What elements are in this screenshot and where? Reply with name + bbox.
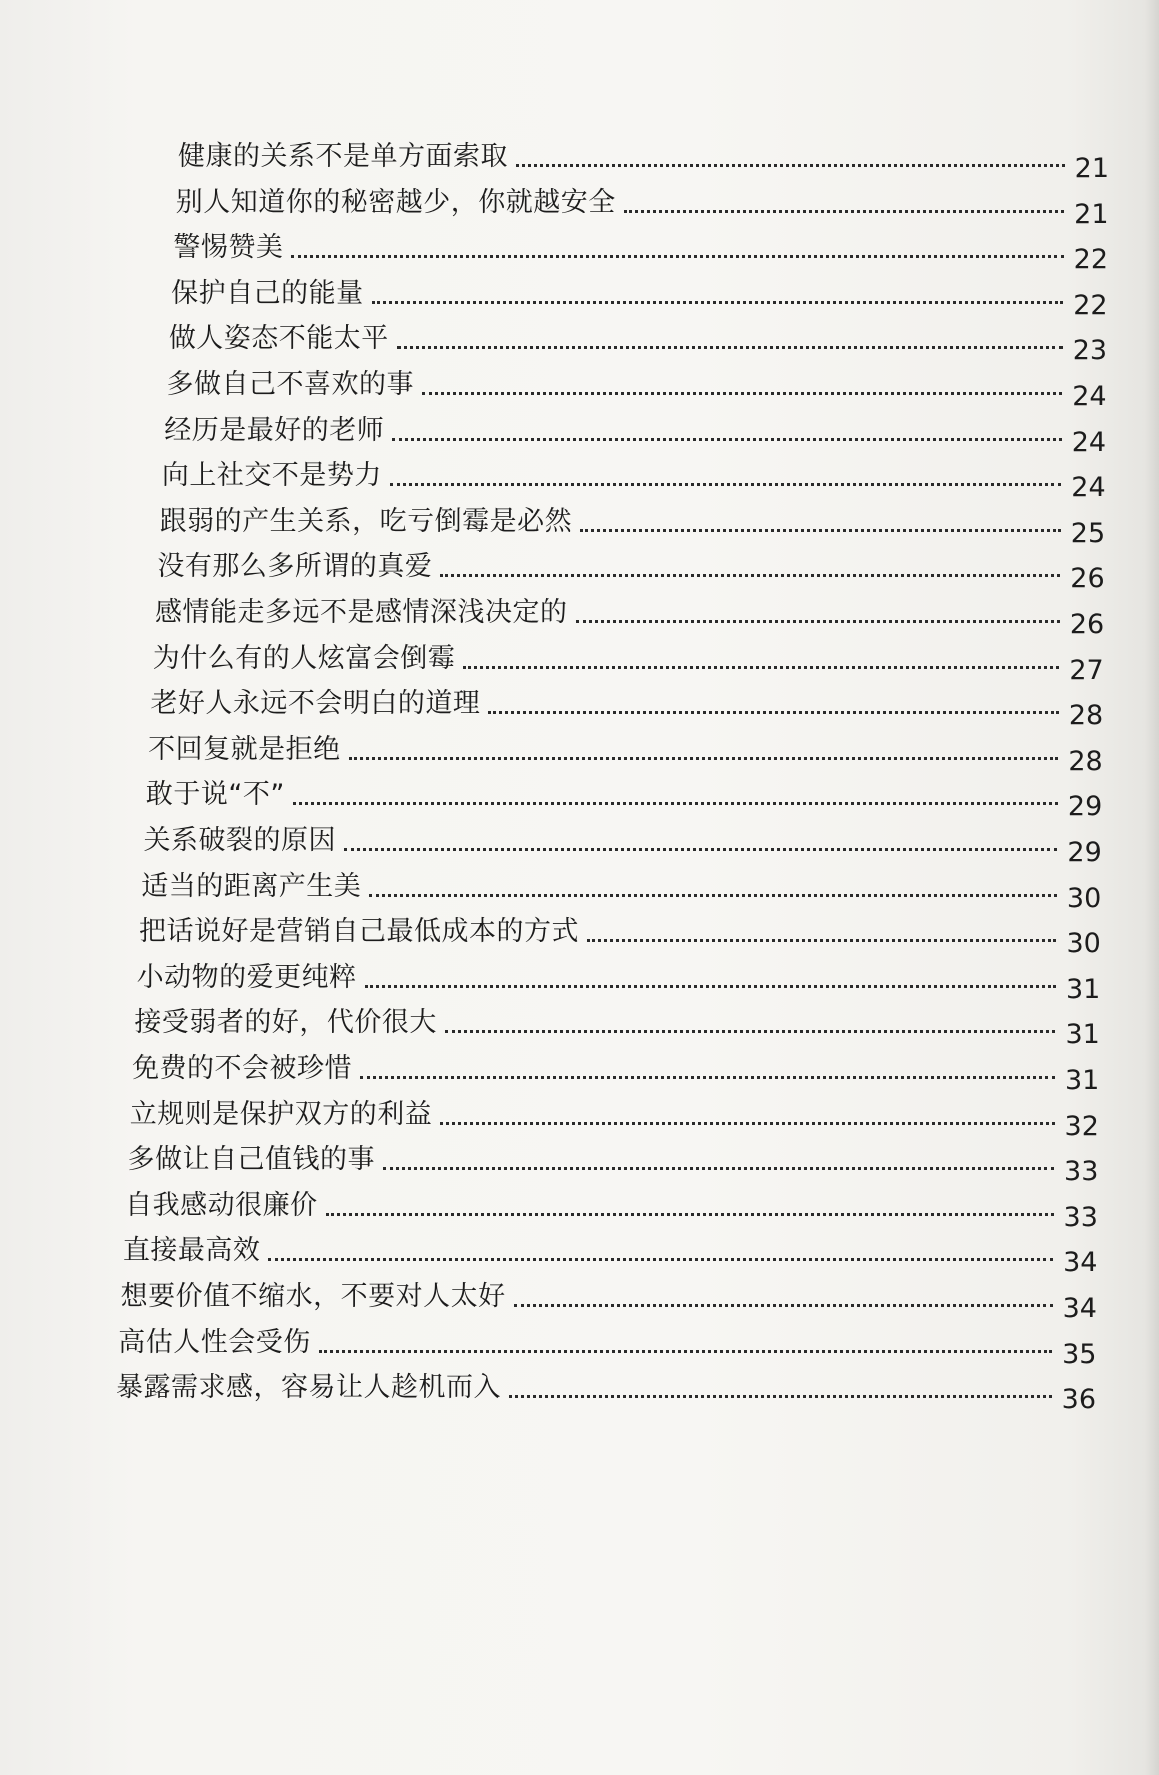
- dot-leader: [516, 164, 1065, 167]
- toc-entry-page-number: 33: [1064, 1156, 1099, 1188]
- toc-entry[interactable]: [141, 858, 1102, 914]
- dot-leader: [372, 301, 1064, 304]
- toc-entry[interactable]: [125, 1177, 1098, 1233]
- dot-leader: [369, 894, 1057, 897]
- toc-entry-page-number: 31: [1065, 1019, 1100, 1051]
- dot-leader: [390, 483, 1061, 486]
- toc-entry[interactable]: [152, 630, 1104, 686]
- toc-entry[interactable]: [148, 721, 1103, 777]
- toc-entry[interactable]: [175, 174, 1109, 230]
- toc-entry-title: 别人知道你的秘密越少，你就越安全: [175, 186, 616, 218]
- dot-leader: [349, 757, 1059, 760]
- toc-entry-title: 为什么有的人炫富会倒霉: [152, 642, 456, 674]
- toc-entry-page-number: 32: [1064, 1110, 1099, 1142]
- dot-leader: [365, 985, 1056, 988]
- toc-entry-page-number: 23: [1072, 335, 1108, 367]
- toc-entry-title: 想要价值不缩水，不要对人太好: [120, 1281, 506, 1312]
- dot-leader: [624, 210, 1064, 213]
- toc-entry-page-number: 34: [1063, 1247, 1098, 1279]
- dot-leader: [397, 346, 1063, 349]
- toc-entry-page-number: 24: [1071, 426, 1107, 458]
- dot-leader: [392, 438, 1062, 441]
- toc-entry-page-number: 30: [1066, 882, 1102, 914]
- toc-entry-title: 警惕赞美: [173, 232, 284, 264]
- toc-entry[interactable]: [159, 493, 1106, 549]
- toc-entry[interactable]: [155, 584, 1105, 640]
- toc-entry-title: 多做让自己值钱的事: [127, 1144, 375, 1176]
- dot-leader: [293, 802, 1058, 805]
- toc-entry-page-number: 31: [1064, 1065, 1100, 1096]
- toc-entry[interactable]: [120, 1268, 1097, 1324]
- toc-entry-title: 多做自己不喜欢的事: [166, 369, 415, 400]
- toc-entry-page-number: 28: [1068, 745, 1103, 777]
- dot-leader: [440, 1122, 1054, 1125]
- toc-entry-title: 没有那么多所谓的真爱: [157, 551, 433, 583]
- toc-entry[interactable]: [134, 994, 1100, 1051]
- toc-entry-title: 小动物的爱更纯粹: [136, 961, 357, 993]
- toc-entry-title: 健康的关系不是单方面索取: [178, 141, 508, 172]
- toc-entry[interactable]: [178, 128, 1109, 184]
- toc-entry[interactable]: [145, 766, 1103, 823]
- toc-entry[interactable]: [143, 812, 1102, 868]
- dot-leader: [440, 574, 1060, 577]
- toc-entry[interactable]: [157, 538, 1105, 595]
- toc-entry-page-number: 33: [1063, 1201, 1098, 1233]
- toc-entry-page-number: 24: [1071, 472, 1106, 504]
- toc-entry-title: 自我感动很廉价: [125, 1189, 318, 1221]
- dot-leader: [576, 620, 1060, 623]
- toc-entry-page-number: 27: [1069, 654, 1104, 686]
- dot-leader: [326, 1213, 1054, 1216]
- dot-leader: [445, 1030, 1056, 1033]
- dot-leader: [344, 848, 1057, 851]
- dot-leader: [360, 1076, 1055, 1079]
- toc-entry-title: 保护自己的能量: [171, 277, 364, 309]
- dot-leader: [509, 1395, 1052, 1398]
- toc-entry-title: 做人姿态不能太平: [168, 323, 389, 355]
- toc-entry-title: 立规则是保护双方的利益: [129, 1098, 433, 1130]
- dot-leader: [587, 939, 1056, 942]
- toc-entry-title: 跟弱的产生关系，吃亏倒霉是必然: [159, 505, 573, 537]
- dot-leader: [488, 711, 1058, 714]
- toc-entry-page-number: 35: [1062, 1338, 1097, 1370]
- toc-entry-page-number: 21: [1074, 198, 1109, 230]
- toc-entry-title: 老好人永远不会明白的道理: [150, 688, 481, 720]
- toc-entry-title: 关系破裂的原因: [143, 825, 337, 856]
- toc-entry-title: 适当的距离产生美: [141, 870, 362, 902]
- toc-entry-title: 向上社交不是势力: [161, 460, 382, 492]
- toc-entry-page-number: 29: [1067, 791, 1103, 823]
- toc-entry[interactable]: [150, 675, 1104, 732]
- toc-entry-page-number: 25: [1070, 517, 1106, 549]
- toc-entry-page-number: 29: [1067, 837, 1102, 868]
- toc-entry-page-number: 36: [1061, 1384, 1096, 1416]
- toc-entry-title: 敢于说“不”: [145, 779, 285, 811]
- toc-entry-title: 经历是最好的老师: [164, 414, 385, 446]
- toc-entry-title: 高估人性会受伤: [118, 1326, 311, 1358]
- dot-leader: [268, 1258, 1053, 1261]
- toc-entry[interactable]: [129, 1086, 1099, 1142]
- toc-entry[interactable]: [161, 447, 1106, 504]
- toc-entry[interactable]: [116, 1359, 1096, 1416]
- toc-entry[interactable]: [132, 1040, 1100, 1096]
- toc-entry-page-number: 28: [1068, 700, 1104, 732]
- toc-entry[interactable]: [168, 310, 1108, 367]
- dot-leader: [319, 1350, 1052, 1353]
- toc-entry[interactable]: [136, 949, 1101, 1005]
- toc-entry-page-number: 22: [1073, 244, 1109, 276]
- toc-entry[interactable]: [166, 356, 1107, 412]
- toc-entry[interactable]: [118, 1314, 1097, 1370]
- toc-entry[interactable]: [173, 219, 1109, 276]
- dot-leader: [580, 529, 1061, 532]
- dot-leader: [514, 1304, 1053, 1307]
- dot-leader: [291, 255, 1063, 258]
- toc-entry-title: 免费的不会被珍惜: [132, 1053, 353, 1084]
- toc-entry[interactable]: [138, 903, 1101, 960]
- toc-entry-page-number: 21: [1074, 153, 1109, 184]
- toc-entry-page-number: 26: [1070, 563, 1105, 595]
- toc-entry-title: 把话说好是营销自己最低成本的方式: [138, 916, 579, 948]
- toc-entry[interactable]: [127, 1131, 1099, 1188]
- toc-entry-title: 感情能走多远不是感情深浅决定的: [155, 597, 568, 628]
- toc-entry-page-number: 34: [1062, 1293, 1097, 1324]
- toc-entry[interactable]: [171, 265, 1108, 321]
- toc-entry-title: 接受弱者的好，代价很大: [134, 1007, 437, 1039]
- toc-entry-title: 不回复就是拒绝: [148, 733, 341, 765]
- toc-entry-page-number: 22: [1073, 289, 1108, 321]
- toc-entry-title: 暴露需求感，容易让人趁机而入: [116, 1372, 501, 1404]
- toc-entry-page-number: 24: [1072, 381, 1107, 412]
- dot-leader: [422, 392, 1062, 395]
- toc-entry-title: 直接最高效: [122, 1235, 261, 1267]
- toc-entry-page-number: 26: [1069, 609, 1105, 640]
- dot-leader: [463, 666, 1059, 669]
- toc-entry[interactable]: [122, 1222, 1098, 1279]
- toc-entry-page-number: 30: [1066, 928, 1101, 960]
- toc-entry-page-number: 31: [1065, 973, 1101, 1005]
- toc-entry[interactable]: [164, 402, 1107, 458]
- dot-leader: [383, 1167, 1054, 1170]
